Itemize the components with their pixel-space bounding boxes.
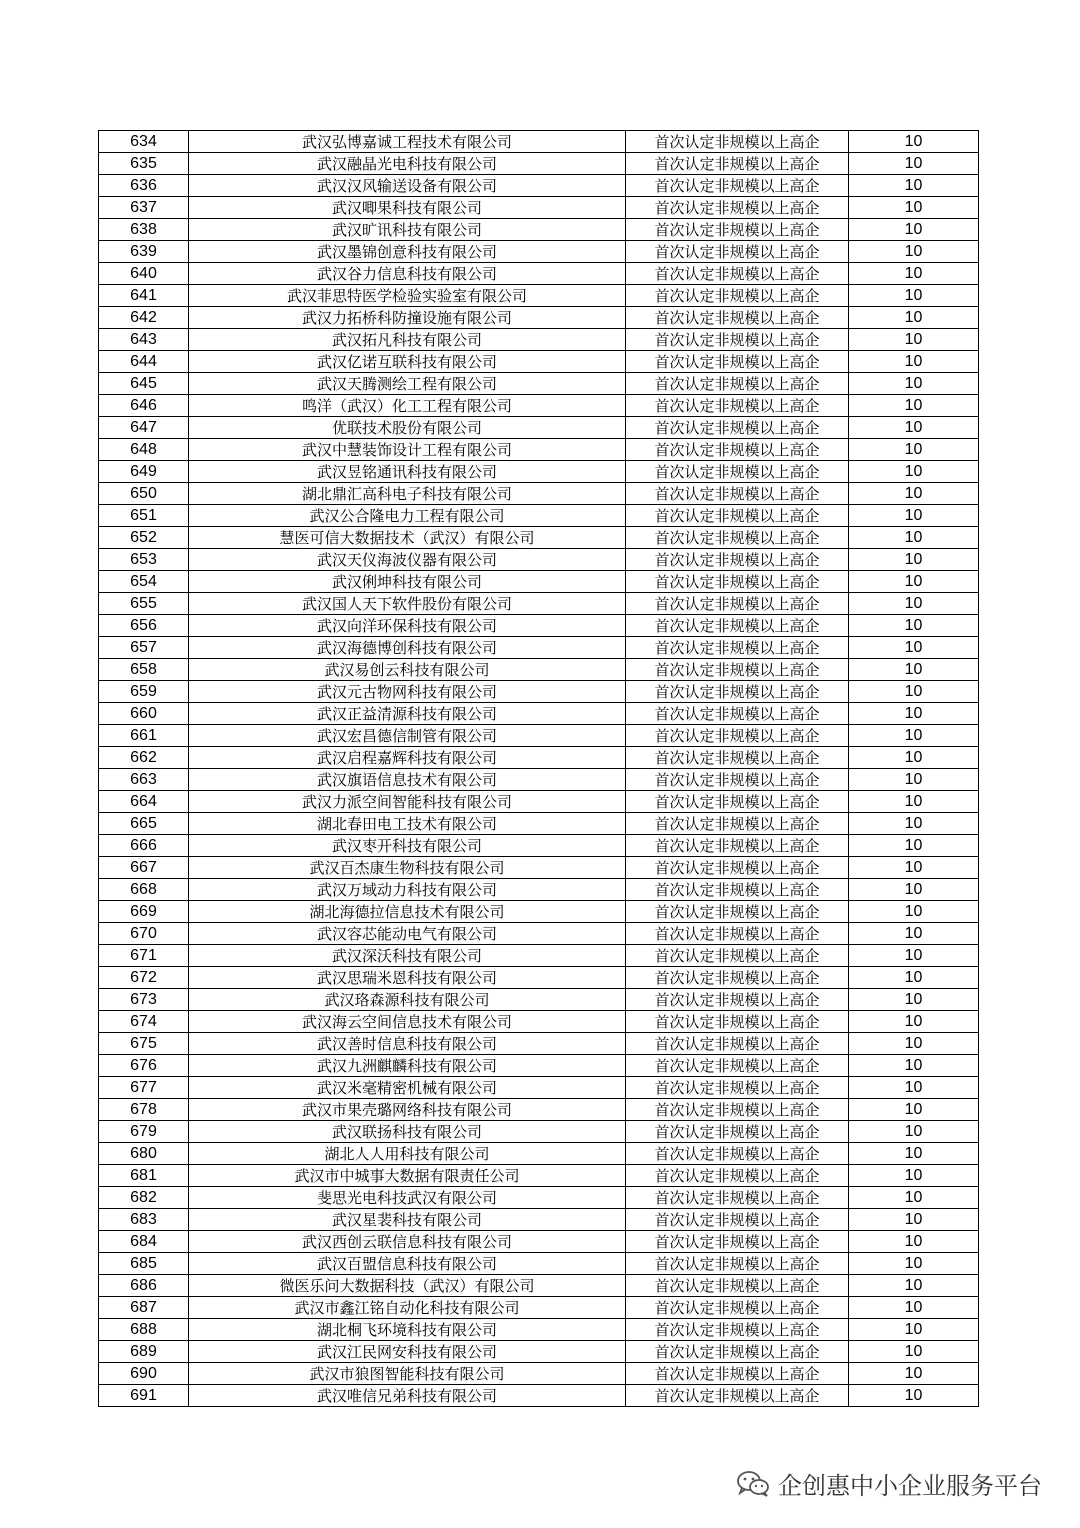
company-name: 湖北桐飞环境科技有限公司 — [189, 1319, 626, 1341]
score: 10 — [849, 461, 979, 483]
score: 10 — [849, 395, 979, 417]
row-number: 688 — [99, 1319, 189, 1341]
category: 首次认定非规模以上高企 — [626, 131, 849, 153]
row-number: 663 — [99, 769, 189, 791]
company-name: 武汉海云空间信息技术有限公司 — [189, 1011, 626, 1033]
score: 10 — [849, 373, 979, 395]
table-row — [99, 791, 979, 813]
company-name: 武汉启程嘉辉科技有限公司 — [189, 747, 626, 769]
category: 首次认定非规模以上高企 — [626, 989, 849, 1011]
table-row — [99, 835, 979, 857]
row-number: 675 — [99, 1033, 189, 1055]
row-number: 657 — [99, 637, 189, 659]
wechat-icon — [736, 1470, 770, 1498]
row-number: 672 — [99, 967, 189, 989]
table-row — [99, 307, 979, 329]
company-name: 武汉海德博创科技有限公司 — [189, 637, 626, 659]
table-row — [99, 703, 979, 725]
category: 首次认定非规模以上高企 — [626, 725, 849, 747]
score: 10 — [849, 1143, 979, 1165]
row-number: 678 — [99, 1099, 189, 1121]
score: 10 — [849, 1275, 979, 1297]
category: 首次认定非规模以上高企 — [626, 1187, 849, 1209]
table-row — [99, 439, 979, 461]
row-number: 668 — [99, 879, 189, 901]
company-name: 武汉正益清源科技有限公司 — [189, 703, 626, 725]
table-row — [99, 725, 979, 747]
table-row — [99, 989, 979, 1011]
row-number: 656 — [99, 615, 189, 637]
company-name: 武汉唧果科技有限公司 — [189, 197, 626, 219]
table-row — [99, 153, 979, 175]
row-number: 673 — [99, 989, 189, 1011]
row-number: 683 — [99, 1209, 189, 1231]
category: 首次认定非规模以上高企 — [626, 1099, 849, 1121]
company-name: 武汉汉风输送设备有限公司 — [189, 175, 626, 197]
category: 首次认定非规模以上高企 — [626, 879, 849, 901]
company-name: 武汉百盟信息科技有限公司 — [189, 1253, 626, 1275]
table-row — [99, 1077, 979, 1099]
score: 10 — [849, 131, 979, 153]
table-row — [99, 351, 979, 373]
score: 10 — [849, 1209, 979, 1231]
table-row — [99, 813, 979, 835]
table-row — [99, 1363, 979, 1385]
score: 10 — [849, 1341, 979, 1363]
score: 10 — [849, 175, 979, 197]
row-number: 648 — [99, 439, 189, 461]
category: 首次认定非规模以上高企 — [626, 747, 849, 769]
score: 10 — [849, 1319, 979, 1341]
company-name: 武汉市鑫江铭自动化科技有限公司 — [189, 1297, 626, 1319]
category: 首次认定非规模以上高企 — [626, 1385, 849, 1407]
row-number: 658 — [99, 659, 189, 681]
company-name: 武汉公合隆电力工程有限公司 — [189, 505, 626, 527]
category: 首次认定非规模以上高企 — [626, 241, 849, 263]
watermark-text: 企创惠中小企业服务平台 — [778, 1472, 1042, 1500]
category: 首次认定非规模以上高企 — [626, 1275, 849, 1297]
company-name: 武汉九洲麒麟科技有限公司 — [189, 1055, 626, 1077]
row-number: 659 — [99, 681, 189, 703]
category: 首次认定非规模以上高企 — [626, 351, 849, 373]
table-row — [99, 1099, 979, 1121]
score: 10 — [849, 505, 979, 527]
score: 10 — [849, 615, 979, 637]
table-row — [99, 1231, 979, 1253]
row-number: 680 — [99, 1143, 189, 1165]
company-name: 武汉珞森源科技有限公司 — [189, 989, 626, 1011]
table-row — [99, 879, 979, 901]
row-number: 664 — [99, 791, 189, 813]
company-name: 武汉市狼图智能科技有限公司 — [189, 1363, 626, 1385]
category: 首次认定非规模以上高企 — [626, 439, 849, 461]
category: 首次认定非规模以上高企 — [626, 1033, 849, 1055]
company-name: 武汉思瑞米恩科技有限公司 — [189, 967, 626, 989]
score: 10 — [849, 1033, 979, 1055]
company-name: 武汉弘博嘉诚工程技术有限公司 — [189, 131, 626, 153]
score: 10 — [849, 417, 979, 439]
row-number: 686 — [99, 1275, 189, 1297]
table-row — [99, 967, 979, 989]
table-row — [99, 1055, 979, 1077]
company-name: 武汉天腾测绘工程有限公司 — [189, 373, 626, 395]
table-row — [99, 923, 979, 945]
row-number: 638 — [99, 219, 189, 241]
category: 首次认定非规模以上高企 — [626, 615, 849, 637]
company-name: 微医乐问大数据科技（武汉）有限公司 — [189, 1275, 626, 1297]
company-name: 武汉旗语信息技术有限公司 — [189, 769, 626, 791]
table-row — [99, 1187, 979, 1209]
company-name: 武汉星裴科技有限公司 — [189, 1209, 626, 1231]
row-number: 645 — [99, 373, 189, 395]
table-row — [99, 747, 979, 769]
score: 10 — [849, 439, 979, 461]
table-row — [99, 1143, 979, 1165]
table-row — [99, 659, 979, 681]
row-number: 642 — [99, 307, 189, 329]
category: 首次认定非规模以上高企 — [626, 1055, 849, 1077]
score: 10 — [849, 769, 979, 791]
row-number: 674 — [99, 1011, 189, 1033]
table-row — [99, 285, 979, 307]
company-name: 武汉万域动力科技有限公司 — [189, 879, 626, 901]
company-name: 武汉江民网安科技有限公司 — [189, 1341, 626, 1363]
row-number: 646 — [99, 395, 189, 417]
table-row — [99, 483, 979, 505]
score: 10 — [849, 197, 979, 219]
score: 10 — [849, 329, 979, 351]
company-name: 湖北海德拉信息技术有限公司 — [189, 901, 626, 923]
company-name: 武汉容芯能动电气有限公司 — [189, 923, 626, 945]
row-number: 647 — [99, 417, 189, 439]
company-name: 武汉旷讯科技有限公司 — [189, 219, 626, 241]
row-number: 679 — [99, 1121, 189, 1143]
score: 10 — [849, 241, 979, 263]
score: 10 — [849, 307, 979, 329]
category: 首次认定非规模以上高企 — [626, 219, 849, 241]
score: 10 — [849, 637, 979, 659]
category: 首次认定非规模以上高企 — [626, 1341, 849, 1363]
score: 10 — [849, 901, 979, 923]
company-name: 武汉融晶光电科技有限公司 — [189, 153, 626, 175]
row-number: 637 — [99, 197, 189, 219]
table-row — [99, 945, 979, 967]
row-number: 689 — [99, 1341, 189, 1363]
table-row — [99, 1341, 979, 1363]
score: 10 — [849, 923, 979, 945]
company-name: 武汉枣开科技有限公司 — [189, 835, 626, 857]
category: 首次认定非规模以上高企 — [626, 175, 849, 197]
score: 10 — [849, 725, 979, 747]
category: 首次认定非规模以上高企 — [626, 1165, 849, 1187]
score: 10 — [849, 835, 979, 857]
table-row — [99, 373, 979, 395]
table-row — [99, 417, 979, 439]
table-row — [99, 549, 979, 571]
company-name: 武汉米毫精密机械有限公司 — [189, 1077, 626, 1099]
row-number: 641 — [99, 285, 189, 307]
company-name: 鸣洋（武汉）化工工程有限公司 — [189, 395, 626, 417]
table-row — [99, 769, 979, 791]
table-row — [99, 131, 979, 153]
company-name: 武汉宏昌德信制管有限公司 — [189, 725, 626, 747]
category: 首次认定非规模以上高企 — [626, 659, 849, 681]
table-row — [99, 1385, 979, 1407]
row-number: 652 — [99, 527, 189, 549]
company-name: 武汉中慧装饰设计工程有限公司 — [189, 439, 626, 461]
table-row — [99, 395, 979, 417]
score: 10 — [849, 989, 979, 1011]
table-row — [99, 1209, 979, 1231]
company-name: 武汉西创云联信息科技有限公司 — [189, 1231, 626, 1253]
company-name: 武汉市果壳璐网络科技有限公司 — [189, 1099, 626, 1121]
table-row — [99, 219, 979, 241]
table-row — [99, 637, 979, 659]
score: 10 — [849, 483, 979, 505]
category: 首次认定非规模以上高企 — [626, 791, 849, 813]
row-number: 661 — [99, 725, 189, 747]
score: 10 — [849, 791, 979, 813]
table-row — [99, 1121, 979, 1143]
row-number: 677 — [99, 1077, 189, 1099]
row-number: 671 — [99, 945, 189, 967]
score: 10 — [849, 153, 979, 175]
company-name: 武汉拓凡科技有限公司 — [189, 329, 626, 351]
score: 10 — [849, 967, 979, 989]
category: 首次认定非规模以上高企 — [626, 1011, 849, 1033]
score: 10 — [849, 549, 979, 571]
category: 首次认定非规模以上高企 — [626, 703, 849, 725]
row-number: 662 — [99, 747, 189, 769]
category: 首次认定非规模以上高企 — [626, 483, 849, 505]
row-number: 654 — [99, 571, 189, 593]
category: 首次认定非规模以上高企 — [626, 945, 849, 967]
category: 首次认定非规模以上高企 — [626, 263, 849, 285]
table-row — [99, 571, 979, 593]
company-name: 武汉力拓桥科防撞设施有限公司 — [189, 307, 626, 329]
company-name: 武汉善时信息科技有限公司 — [189, 1033, 626, 1055]
score: 10 — [849, 1385, 979, 1407]
row-number: 635 — [99, 153, 189, 175]
category: 首次认定非规模以上高企 — [626, 197, 849, 219]
table-row — [99, 1011, 979, 1033]
company-name: 湖北人人用科技有限公司 — [189, 1143, 626, 1165]
company-name: 武汉俐坤科技有限公司 — [189, 571, 626, 593]
row-number: 666 — [99, 835, 189, 857]
company-name: 武汉易创云科技有限公司 — [189, 659, 626, 681]
category: 首次认定非规模以上高企 — [626, 153, 849, 175]
row-number: 655 — [99, 593, 189, 615]
company-name: 慧医可信大数据技术（武汉）有限公司 — [189, 527, 626, 549]
company-name: 武汉向洋环保科技有限公司 — [189, 615, 626, 637]
company-name: 优联技术股份有限公司 — [189, 417, 626, 439]
row-number: 643 — [99, 329, 189, 351]
score: 10 — [849, 857, 979, 879]
score: 10 — [849, 747, 979, 769]
category: 首次认定非规模以上高企 — [626, 1253, 849, 1275]
table-row — [99, 1033, 979, 1055]
category: 首次认定非规模以上高企 — [626, 527, 849, 549]
score: 10 — [849, 285, 979, 307]
score: 10 — [849, 571, 979, 593]
score: 10 — [849, 1099, 979, 1121]
category: 首次认定非规模以上高企 — [626, 1143, 849, 1165]
row-number: 691 — [99, 1385, 189, 1407]
company-name: 斐思光电科技武汉有限公司 — [189, 1187, 626, 1209]
score: 10 — [849, 1187, 979, 1209]
score: 10 — [849, 263, 979, 285]
table-row — [99, 461, 979, 483]
category: 首次认定非规模以上高企 — [626, 813, 849, 835]
score: 10 — [849, 659, 979, 681]
row-number: 690 — [99, 1363, 189, 1385]
row-number: 644 — [99, 351, 189, 373]
row-number: 665 — [99, 813, 189, 835]
company-name: 武汉谷力信息科技有限公司 — [189, 263, 626, 285]
score: 10 — [849, 703, 979, 725]
category: 首次认定非规模以上高企 — [626, 307, 849, 329]
table-row — [99, 615, 979, 637]
company-name: 武汉墨锦创意科技有限公司 — [189, 241, 626, 263]
category: 首次认定非规模以上高企 — [626, 681, 849, 703]
table-row — [99, 857, 979, 879]
category: 首次认定非规模以上高企 — [626, 395, 849, 417]
score: 10 — [849, 1363, 979, 1385]
table-body — [99, 131, 979, 1407]
category: 首次认定非规模以上高企 — [626, 1121, 849, 1143]
category: 首次认定非规模以上高企 — [626, 549, 849, 571]
table-row — [99, 1319, 979, 1341]
row-number: 650 — [99, 483, 189, 505]
score: 10 — [849, 219, 979, 241]
company-name: 武汉昱铭通讯科技有限公司 — [189, 461, 626, 483]
table-row — [99, 241, 979, 263]
row-number: 684 — [99, 1231, 189, 1253]
row-number: 634 — [99, 131, 189, 153]
row-number: 653 — [99, 549, 189, 571]
table-row — [99, 505, 979, 527]
score: 10 — [849, 1055, 979, 1077]
row-number: 669 — [99, 901, 189, 923]
company-name: 武汉元古物网科技有限公司 — [189, 681, 626, 703]
category: 首次认定非规模以上高企 — [626, 461, 849, 483]
category: 首次认定非规模以上高企 — [626, 901, 849, 923]
row-number: 640 — [99, 263, 189, 285]
category: 首次认定非规模以上高企 — [626, 923, 849, 945]
table-row — [99, 527, 979, 549]
score: 10 — [849, 879, 979, 901]
table-row — [99, 197, 979, 219]
score: 10 — [849, 527, 979, 549]
category: 首次认定非规模以上高企 — [626, 1363, 849, 1385]
company-name: 武汉市中城事大数据有限责任公司 — [189, 1165, 626, 1187]
table-row — [99, 901, 979, 923]
table-row — [99, 329, 979, 351]
category: 首次认定非规模以上高企 — [626, 967, 849, 989]
row-number: 681 — [99, 1165, 189, 1187]
company-name: 武汉联扬科技有限公司 — [189, 1121, 626, 1143]
row-number: 636 — [99, 175, 189, 197]
category: 首次认定非规模以上高企 — [626, 571, 849, 593]
score: 10 — [849, 1121, 979, 1143]
score: 10 — [849, 1297, 979, 1319]
category: 首次认定非规模以上高企 — [626, 505, 849, 527]
table-row — [99, 593, 979, 615]
table-row — [99, 1165, 979, 1187]
company-name: 武汉亿诺互联科技有限公司 — [189, 351, 626, 373]
watermark — [736, 1466, 1042, 1501]
category: 首次认定非规模以上高企 — [626, 373, 849, 395]
company-name: 武汉菲思特医学检验实验室有限公司 — [189, 285, 626, 307]
table-row — [99, 1297, 979, 1319]
category: 首次认定非规模以上高企 — [626, 857, 849, 879]
score: 10 — [849, 681, 979, 703]
score: 10 — [849, 1165, 979, 1187]
category: 首次认定非规模以上高企 — [626, 593, 849, 615]
row-number: 682 — [99, 1187, 189, 1209]
company-name: 武汉天仪海波仪器有限公司 — [189, 549, 626, 571]
company-name: 武汉百杰康生物科技有限公司 — [189, 857, 626, 879]
category: 首次认定非规模以上高企 — [626, 285, 849, 307]
score: 10 — [849, 1077, 979, 1099]
score: 10 — [849, 1253, 979, 1275]
category: 首次认定非规模以上高企 — [626, 1077, 849, 1099]
row-number: 660 — [99, 703, 189, 725]
company-name: 武汉国人天下软件股份有限公司 — [189, 593, 626, 615]
company-name: 湖北春田电工技术有限公司 — [189, 813, 626, 835]
table-row — [99, 1275, 979, 1297]
company-name: 武汉力派空间智能科技有限公司 — [189, 791, 626, 813]
category: 首次认定非规模以上高企 — [626, 329, 849, 351]
score: 10 — [849, 945, 979, 967]
table-row — [99, 263, 979, 285]
row-number: 670 — [99, 923, 189, 945]
company-name: 武汉深沃科技有限公司 — [189, 945, 626, 967]
category: 首次认定非规模以上高企 — [626, 1297, 849, 1319]
row-number: 687 — [99, 1297, 189, 1319]
score: 10 — [849, 1231, 979, 1253]
table-row — [99, 175, 979, 197]
category: 首次认定非规模以上高企 — [626, 835, 849, 857]
score: 10 — [849, 351, 979, 373]
company-table — [98, 130, 979, 1407]
row-number: 649 — [99, 461, 189, 483]
table-row — [99, 681, 979, 703]
table-row — [99, 1253, 979, 1275]
category: 首次认定非规模以上高企 — [626, 1231, 849, 1253]
category: 首次认定非规模以上高企 — [626, 417, 849, 439]
category: 首次认定非规模以上高企 — [626, 1319, 849, 1341]
score: 10 — [849, 593, 979, 615]
company-name: 武汉唯信兄弟科技有限公司 — [189, 1385, 626, 1407]
row-number: 651 — [99, 505, 189, 527]
score: 10 — [849, 813, 979, 835]
company-name: 湖北鼎汇高科电子科技有限公司 — [189, 483, 626, 505]
row-number: 667 — [99, 857, 189, 879]
row-number: 685 — [99, 1253, 189, 1275]
row-number: 676 — [99, 1055, 189, 1077]
row-number: 639 — [99, 241, 189, 263]
category: 首次认定非规模以上高企 — [626, 1209, 849, 1231]
score: 10 — [849, 1011, 979, 1033]
category: 首次认定非规模以上高企 — [626, 769, 849, 791]
category: 首次认定非规模以上高企 — [626, 637, 849, 659]
